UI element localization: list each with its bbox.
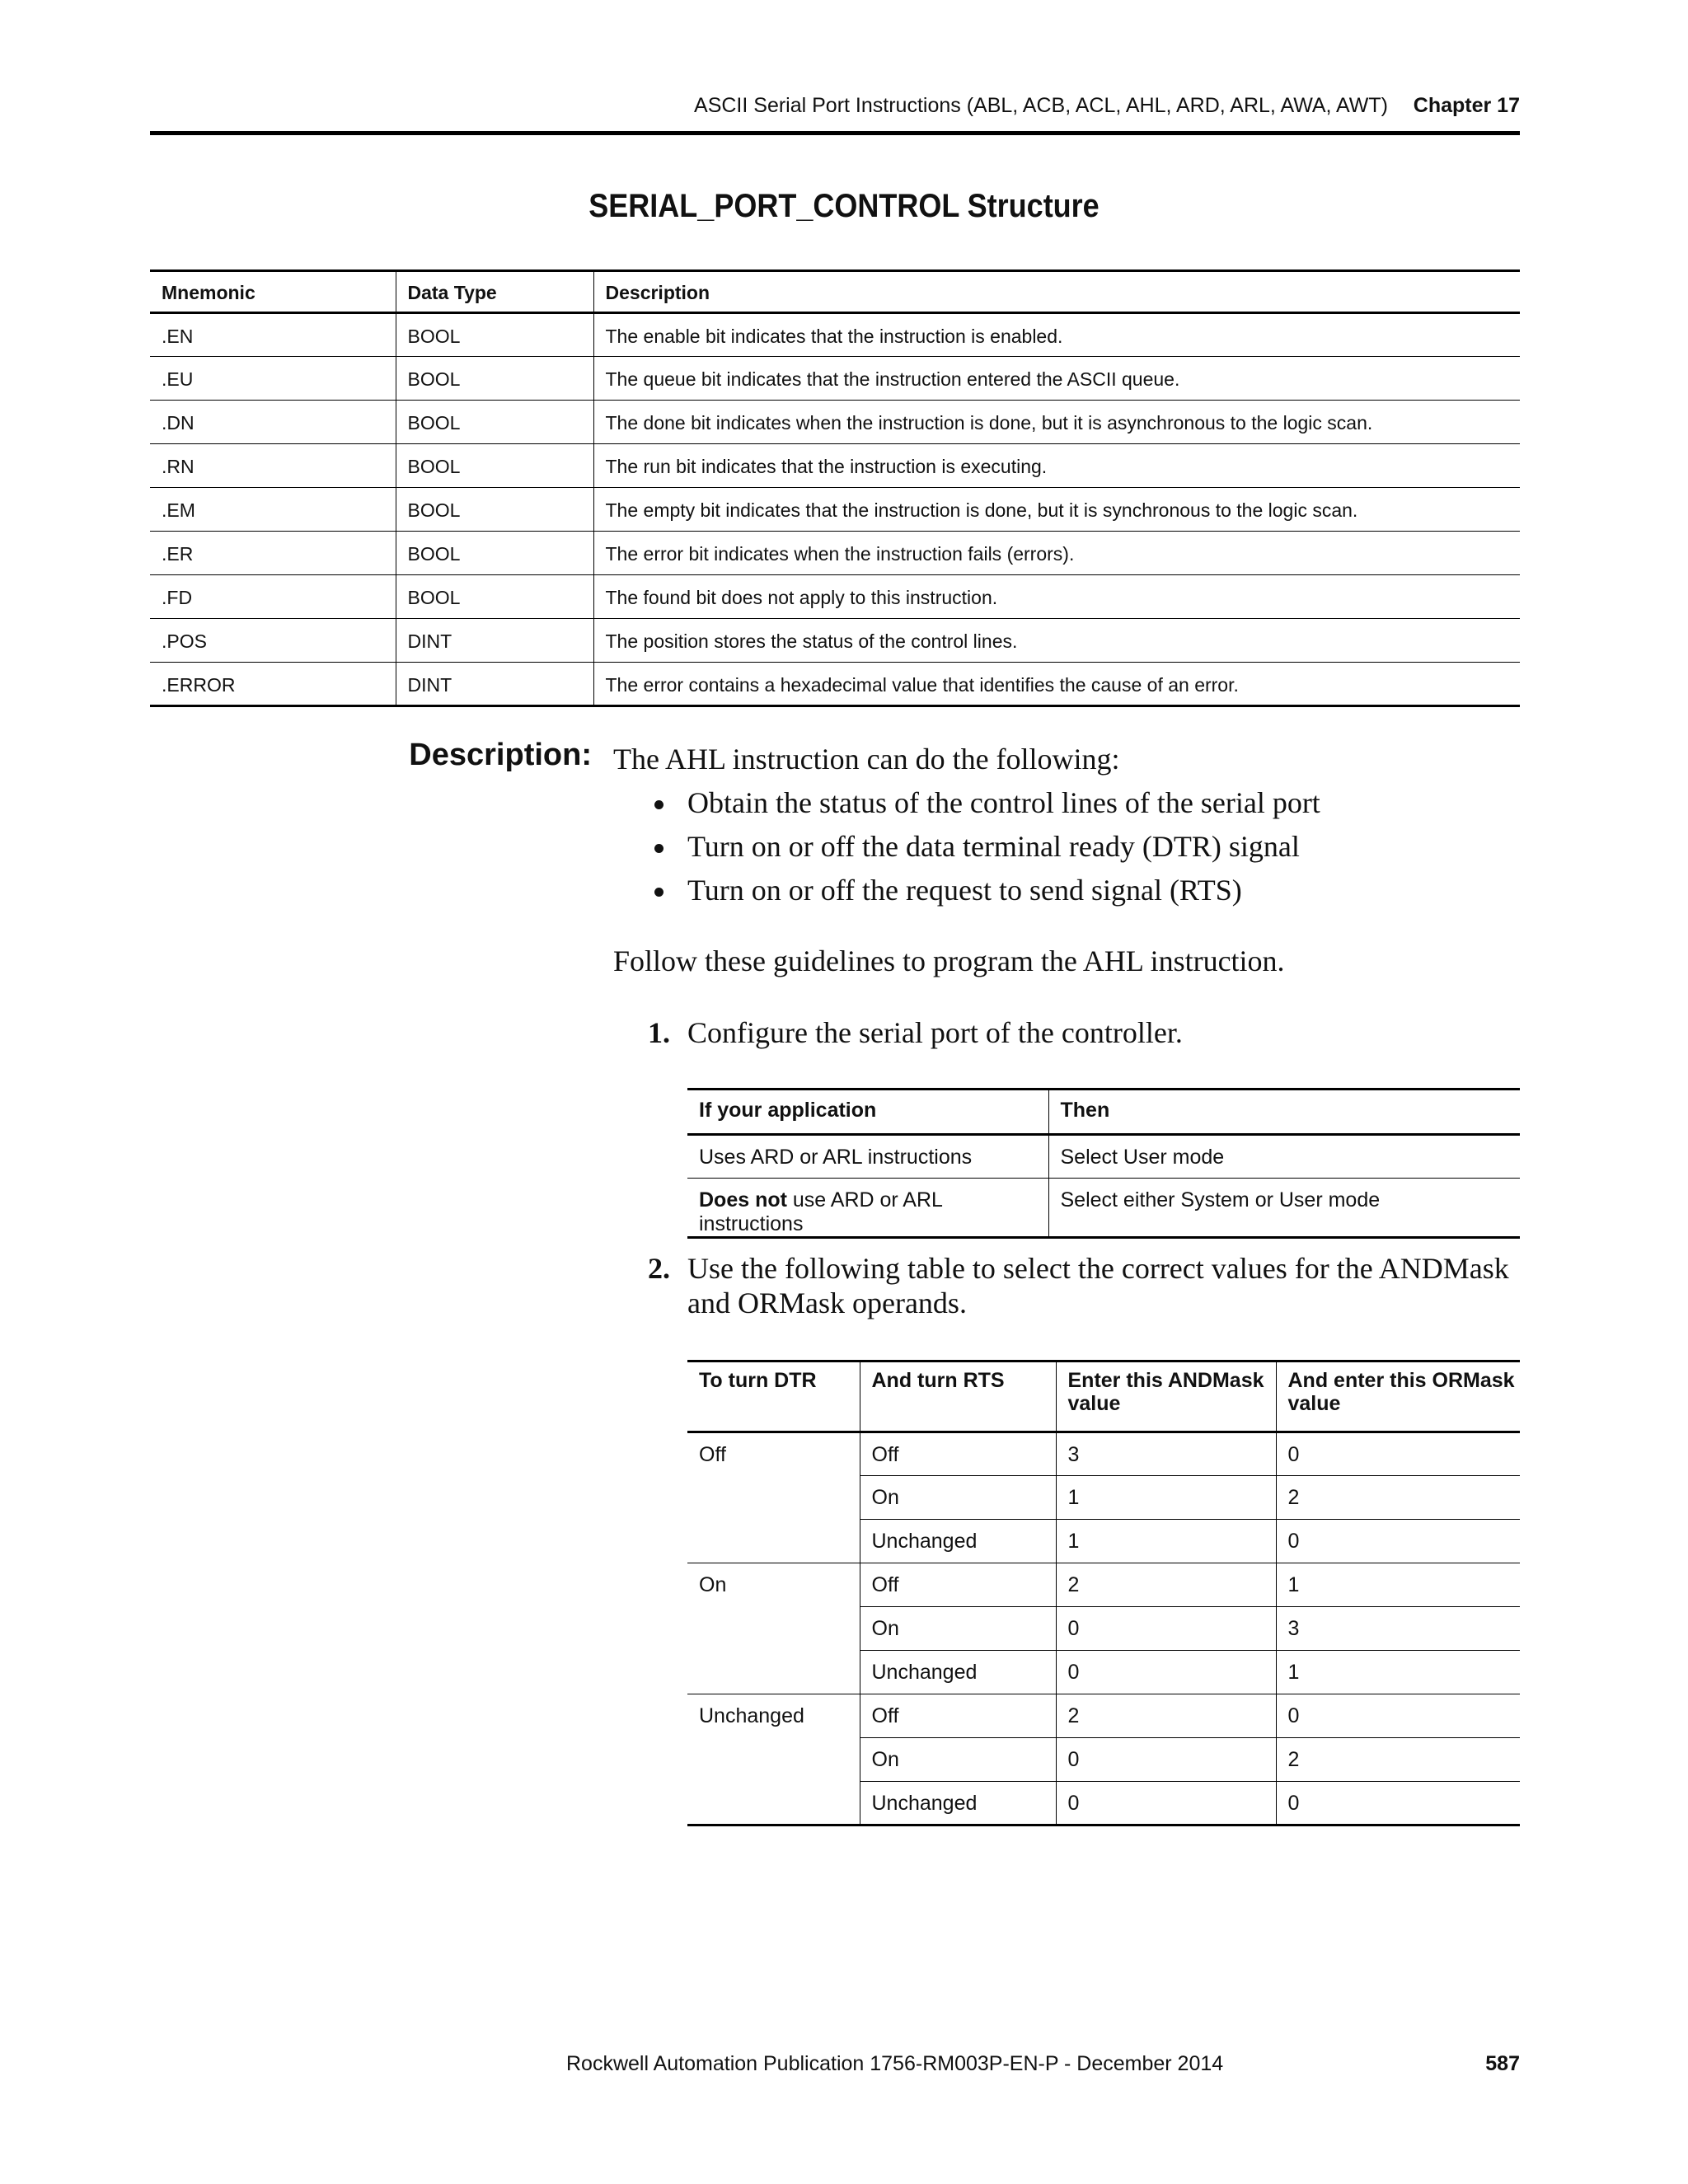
rts-cell: Unchanged — [860, 1651, 1056, 1694]
data-type-cell: BOOL — [396, 401, 593, 444]
andmask-cell: 1 — [1056, 1520, 1276, 1563]
description-cell: The empty bit indicates that the instruction is done, but it is synchronous to the logic scan. — [593, 488, 1520, 532]
step-number: 1. — [648, 1016, 670, 1049]
ormask-cell: 1 — [1276, 1651, 1520, 1694]
description-cell: The error contains a hexadecimal value that identifies the cause of an error. — [593, 663, 1520, 706]
rts-cell: Off — [860, 1694, 1056, 1738]
table-row — [150, 313, 1520, 357]
table-row — [687, 1179, 1520, 1238]
mask-values-table — [687, 1360, 1520, 1826]
column-header: Data Type — [396, 271, 593, 313]
table-row — [687, 1563, 1520, 1607]
table-row — [150, 532, 1520, 575]
list-item — [651, 873, 1320, 916]
description-cell: The done bit indicates when the instruction is done, but it is asynchronous to the logic scan. — [593, 401, 1520, 444]
ormask-cell: 1 — [1276, 1563, 1520, 1607]
mnemonic-cell: .POS — [150, 619, 396, 663]
table-row — [150, 401, 1520, 444]
mnemonic-cell: .ERROR — [150, 663, 396, 706]
mode-cell: Select either System or User mode — [1048, 1179, 1520, 1238]
dtr-cell: On — [687, 1563, 860, 1694]
description-cell: The found bit does not apply to this instruction. — [593, 575, 1520, 619]
column-header: Description — [593, 271, 1520, 313]
table-row — [150, 357, 1520, 401]
table-header-row — [150, 271, 1520, 313]
list-item-text: Turn on or off the request to send signal (RTS) — [687, 874, 1242, 907]
bullet-icon — [654, 844, 663, 853]
table-row — [687, 1694, 1520, 1738]
andmask-cell: 0 — [1056, 1738, 1276, 1782]
mnemonic-cell: .DN — [150, 401, 396, 444]
description-intro: The AHL instruction can do the following: — [613, 743, 1120, 776]
table-row — [687, 1432, 1520, 1476]
table-row — [150, 575, 1520, 619]
mnemonic-cell: .EM — [150, 488, 396, 532]
data-type-cell: BOOL — [396, 575, 593, 619]
application-cell: Uses ARD or ARL instructions — [687, 1135, 1048, 1179]
description-cell: The run bit indicates that the instruction is executing. — [593, 444, 1520, 488]
column-header: Mnemonic — [150, 271, 396, 313]
chapter-label: Chapter 17 — [1413, 94, 1520, 117]
guidelines-text: Follow these guidelines to program the AHL instruction. — [613, 944, 1285, 977]
table-header-row — [687, 1361, 1520, 1432]
table-row — [687, 1135, 1520, 1179]
application-mode-table — [687, 1088, 1520, 1239]
rts-cell: Off — [860, 1432, 1056, 1476]
mnemonic-cell: .EU — [150, 357, 396, 401]
rts-cell: On — [860, 1607, 1056, 1651]
list-item-text: Obtain the status of the control lines of the serial port — [687, 786, 1320, 819]
mode-cell: Select User mode — [1048, 1135, 1520, 1179]
list-item — [651, 785, 1320, 829]
column-header: If your application — [687, 1090, 1048, 1135]
bullet-icon — [654, 888, 663, 897]
capability-list — [651, 785, 1320, 916]
dtr-cell: Unchanged — [687, 1694, 860, 1825]
andmask-cell: 3 — [1056, 1432, 1276, 1476]
ormask-cell: 3 — [1276, 1607, 1520, 1651]
data-type-cell: DINT — [396, 663, 593, 706]
mnemonic-cell: .FD — [150, 575, 396, 619]
structure-table — [150, 269, 1520, 707]
table-header-row — [687, 1090, 1520, 1135]
page-footer — [150, 2052, 1520, 2085]
mnemonic-cell: .ER — [150, 532, 396, 575]
ormask-cell: 0 — [1276, 1782, 1520, 1825]
table-row — [150, 663, 1520, 706]
mnemonic-cell: .EN — [150, 313, 396, 357]
rts-cell: On — [860, 1738, 1056, 1782]
step-text: Use the following table to select the correct values for the ANDMask and ORMask operands. — [687, 1252, 1509, 1319]
column-header: To turn DTR — [687, 1361, 860, 1432]
column-header: And enter this ORMask value — [1276, 1361, 1520, 1432]
list-item-text: Turn on or off the data terminal ready (DTR) signal — [687, 830, 1300, 863]
ormask-cell: 2 — [1276, 1738, 1520, 1782]
rts-cell: On — [860, 1476, 1056, 1520]
andmask-cell: 0 — [1056, 1782, 1276, 1825]
andmask-cell: 0 — [1056, 1651, 1276, 1694]
application-text: use ARD or ARL instructions — [699, 1188, 943, 1235]
emphasis-text: Does not — [699, 1188, 787, 1212]
list-item — [651, 829, 1320, 873]
rts-cell: Unchanged — [860, 1782, 1056, 1825]
page-header — [150, 89, 1520, 135]
rts-cell: Off — [860, 1563, 1056, 1607]
header-divider — [150, 131, 1520, 135]
dtr-cell: Off — [687, 1432, 860, 1563]
table-row — [150, 488, 1520, 532]
running-header-title: ASCII Serial Port Instructions (ABL, ACB, ACL, AHL, ARD, ARL, AWA, AWT) — [694, 94, 1388, 117]
bullet-icon — [654, 800, 663, 809]
ormask-cell: 0 — [1276, 1432, 1520, 1476]
column-header: Then — [1048, 1090, 1520, 1135]
table-row — [150, 444, 1520, 488]
mnemonic-cell: .RN — [150, 444, 396, 488]
application-cell — [687, 1179, 1048, 1238]
step-text: Configure the serial port of the controller. — [687, 1016, 1183, 1049]
data-type-cell: BOOL — [396, 444, 593, 488]
data-type-cell: BOOL — [396, 313, 593, 357]
description-cell: The enable bit indicates that the instruction is enabled. — [593, 313, 1520, 357]
publication-info: Rockwell Automation Publication 1756-RM003P-EN-P - December 2014 — [566, 2052, 1224, 2075]
andmask-cell: 2 — [1056, 1694, 1276, 1738]
page-number: 587 — [1485, 2052, 1520, 2075]
andmask-cell: 0 — [1056, 1607, 1276, 1651]
ormask-cell: 2 — [1276, 1476, 1520, 1520]
data-type-cell: BOOL — [396, 357, 593, 401]
data-type-cell: BOOL — [396, 532, 593, 575]
data-type-cell: BOOL — [396, 488, 593, 532]
column-header: And turn RTS — [860, 1361, 1056, 1432]
ormask-cell: 0 — [1276, 1520, 1520, 1563]
table-row — [150, 619, 1520, 663]
ormask-cell: 0 — [1276, 1694, 1520, 1738]
andmask-cell: 1 — [1056, 1476, 1276, 1520]
column-header: Enter this ANDMask value — [1056, 1361, 1276, 1432]
description-cell: The error bit indicates when the instruction fails (errors). — [593, 532, 1520, 575]
description-cell: The position stores the status of the control lines. — [593, 619, 1520, 663]
section-title: SERIAL_PORT_CONTROL Structure — [588, 188, 1100, 224]
description-label: Description: — [409, 738, 592, 772]
andmask-cell: 2 — [1056, 1563, 1276, 1607]
step-number: 2. — [648, 1252, 670, 1285]
data-type-cell: DINT — [396, 619, 593, 663]
description-cell: The queue bit indicates that the instruction entered the ASCII queue. — [593, 357, 1520, 401]
rts-cell: Unchanged — [860, 1520, 1056, 1563]
